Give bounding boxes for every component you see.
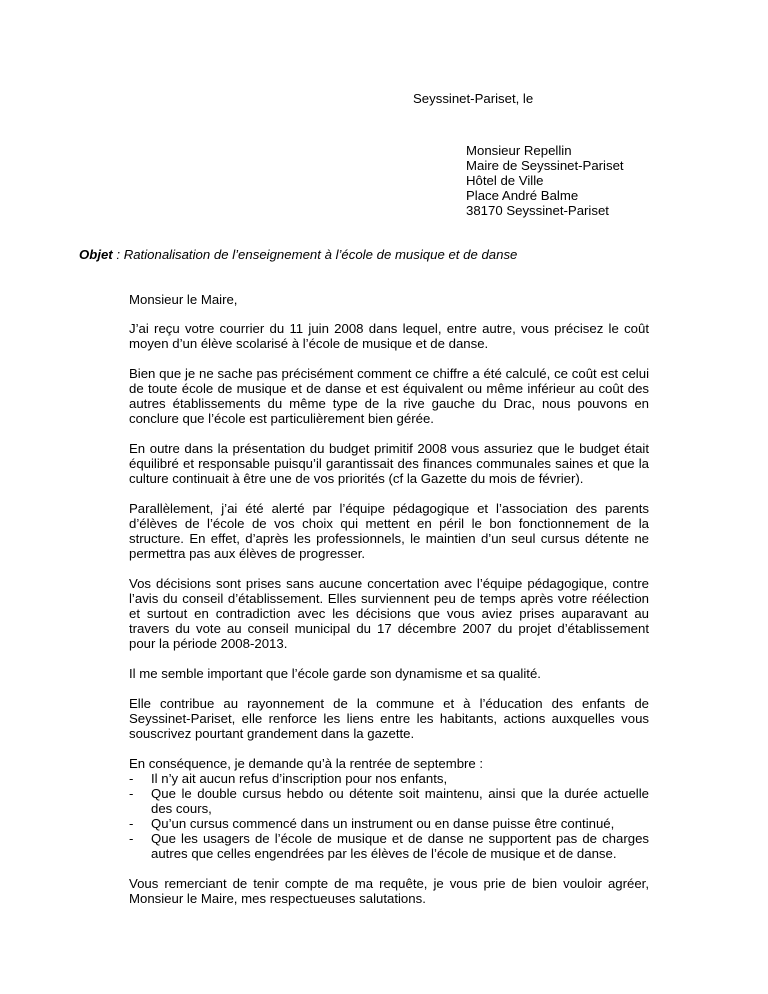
recipient-city: 38170 Seyssinet-Pariset — [466, 203, 609, 218]
bullet-dash: - — [129, 771, 134, 786]
paragraph-budget: En outre dans la présentation du budget primitif 2008 vous assuriez que le budget était équilibré et responsable puisqu’il garantissait des finances communales saines et que la culture continuait à être une de vos priorités (cf la Gazette du mois de février). — [129, 441, 649, 486]
paragraph-cout: Bien que je ne sache pas précisément comment ce chiffre a été calculé, ce coût est celui de toute école de musique et de danse et est équivalent ou même inférieur au coût des autres établissements du même type de la rive gauche du Drac, nous pouvons en conclure que l’école est particulièrement bien gérée. — [129, 366, 649, 426]
subject-label: Objet — [79, 247, 113, 262]
bullet-dash: - — [129, 786, 134, 801]
list-item-text: Que les usagers de l’école de musique et de danse ne supportent pas de charges autres que celles engendrées par les élèves de l’école de musique et de danse. — [151, 831, 649, 861]
closing-formula: Vous remerciant de tenir compte de ma requête, je vous prie de bien vouloir agréer, Monsieur le Maire, mes respectueuses salutations. — [129, 876, 649, 906]
recipient-building: Hôtel de Ville — [466, 173, 544, 188]
paragraph-rayonnement: Elle contribue au rayonnement de la commune et à l’éducation des enfants de Seyssinet-Pariset, elle renforce les liens entre les habitants, actions auxquelles vous souscrivez pourtant grandement dans la gazette. — [129, 696, 649, 741]
subject-text: : Rationalisation de l’enseignement à l’école de musique et de danse — [112, 247, 518, 262]
list-item-text: Que le double cursus hebdo ou détente soit maintenu, ainsi que la durée actuelle des cours, — [151, 786, 649, 816]
list-item — [129, 786, 649, 816]
list-item — [129, 771, 649, 786]
letter-body — [129, 292, 649, 921]
bullet-dash: - — [129, 816, 134, 831]
list-item-text: Il n’y ait aucun refus d’inscription pour nos enfants, — [151, 771, 448, 786]
recipient-address — [466, 143, 624, 218]
recipient-street: Place André Balme — [466, 188, 579, 203]
recipient-title: Maire de Seyssinet-Pariset — [466, 158, 624, 173]
list-item-text: Qu’un cursus commencé dans un instrument ou en danse puisse être continué, — [151, 816, 615, 831]
subject-line — [79, 247, 517, 262]
place-date: Seyssinet-Pariset, le — [413, 91, 534, 106]
demands-list — [129, 771, 649, 861]
recipient-name: Monsieur Repellin — [466, 143, 572, 158]
demands-intro: En conséquence, je demande qu’à la rentrée de septembre : — [129, 756, 484, 771]
bullet-dash: - — [129, 831, 134, 846]
paragraph-dynamisme: Il me semble important que l’école garde son dynamisme et sa qualité. — [129, 666, 541, 681]
paragraph-alerte: Parallèlement, j’ai été alerté par l’équipe pédagogique et l’association des parents d’élèves de l’école de vos choix qui mettent en péril le bon fonctionnement de la structure. En effet, d’après les professionnels, le maintien d’un seul cursus détente ne permettra pas aux élèves de progresser. — [129, 501, 649, 561]
list-item — [129, 816, 649, 831]
salutation: Monsieur le Maire, — [129, 292, 238, 307]
paragraph-courrier: J’ai reçu votre courrier du 11 juin 2008 dans lequel, entre autre, vous précisez le coût moyen d’un élève scolarisé à l’école de musique et de danse. — [129, 321, 649, 351]
list-item — [129, 831, 649, 861]
paragraph-decisions: Vos décisions sont prises sans aucune concertation avec l’équipe pédagogique, contre l’avis du conseil d’établissement. Elles surviennent peu de temps après votre réélection et surtout en contradiction avec les décisions que vous aviez prises auparavant au travers du vote au conseil municipal du 17 décembre 2007 du projet d’établissement pour la période 2008-2013. — [129, 576, 649, 651]
